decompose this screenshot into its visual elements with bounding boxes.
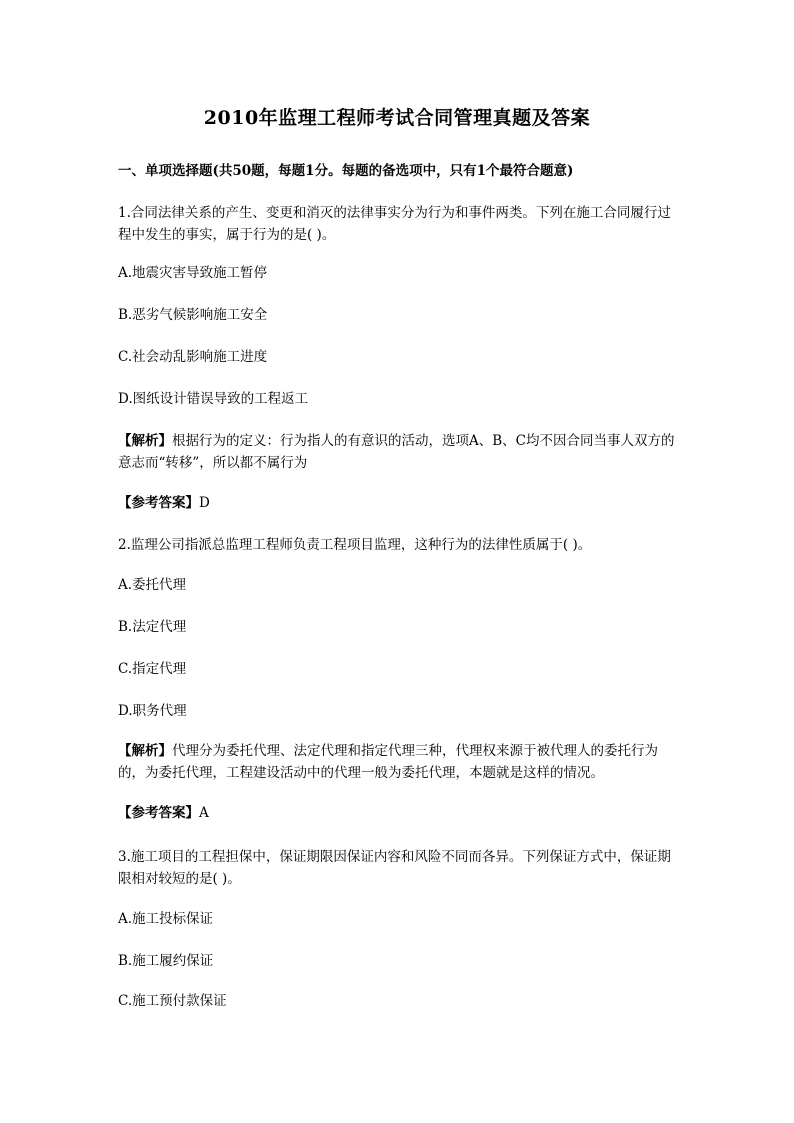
question-1-analysis bbox=[118, 430, 680, 474]
question-1-option-d: D.图纸设计错误导致的工程返工 bbox=[118, 391, 309, 407]
document-title: 2010年监理工程师考试合同管理真题及答案 bbox=[203, 107, 591, 129]
question-1-option-a: A.地震灾害导致施工暂停 bbox=[118, 265, 268, 281]
question-3-option-a: A.施工投标保证 bbox=[118, 911, 214, 927]
question-2-answer bbox=[118, 802, 680, 824]
analysis-label: 【解析】 bbox=[118, 743, 172, 759]
analysis-text: 根据行为的定义：行为指人的有意识的活动，选项A、B、C均不因合同当事人双方的意志而“转移”，所以都不属行为 bbox=[118, 433, 675, 471]
question-2-option-a: A.委托代理 bbox=[118, 577, 187, 593]
question-1-option-b: B.恶劣气候影响施工安全 bbox=[118, 307, 268, 323]
question-2-stem: 2.监理公司指派总监理工程师负责工程项目监理，这种行为的法律性质属于( )。 bbox=[118, 537, 592, 553]
question-3-option-b: B.施工履约保证 bbox=[118, 953, 214, 969]
question-2-option-b: B.法定代理 bbox=[118, 619, 187, 635]
answer-value: A bbox=[199, 805, 209, 821]
question-2-option-d: D.职务代理 bbox=[118, 703, 187, 719]
section-heading: 一、单项选择题(共50题，每题1分。每题的备选项中，只有1个最符合题意) bbox=[118, 163, 574, 179]
answer-label: 【参考答案】 bbox=[118, 805, 199, 821]
question-3-stem: 3.施工项目的工程担保中，保证期限因保证内容和风险不同而各异。下列保证方式中，保证期限相对较短的是( )。 bbox=[118, 849, 671, 887]
answer-value: D bbox=[199, 495, 210, 511]
question-3-option-c: C.施工预付款保证 bbox=[118, 993, 227, 1009]
analysis-text: 代理分为委托代理、法定代理和指定代理三种，代理权来源于被代理人的委托行为的，为委托代理，工程建设活动中的代理一般为委托代理，本题就是这样的情况。 bbox=[118, 743, 658, 781]
question-2-option-c: C.指定代理 bbox=[118, 661, 187, 677]
question-1-option-c: C.社会动乱影响施工进度 bbox=[118, 349, 268, 365]
question-1-stem: 1.合同法律关系的产生、变更和消灭的法律事实分为行为和事件两类。下列在施工合同履行过程中发生的事实，属于行为的是( )。 bbox=[118, 205, 671, 243]
question-2-analysis bbox=[118, 740, 680, 784]
question-1-answer bbox=[118, 492, 680, 514]
answer-label: 【参考答案】 bbox=[118, 495, 199, 511]
analysis-label: 【解析】 bbox=[118, 433, 172, 449]
